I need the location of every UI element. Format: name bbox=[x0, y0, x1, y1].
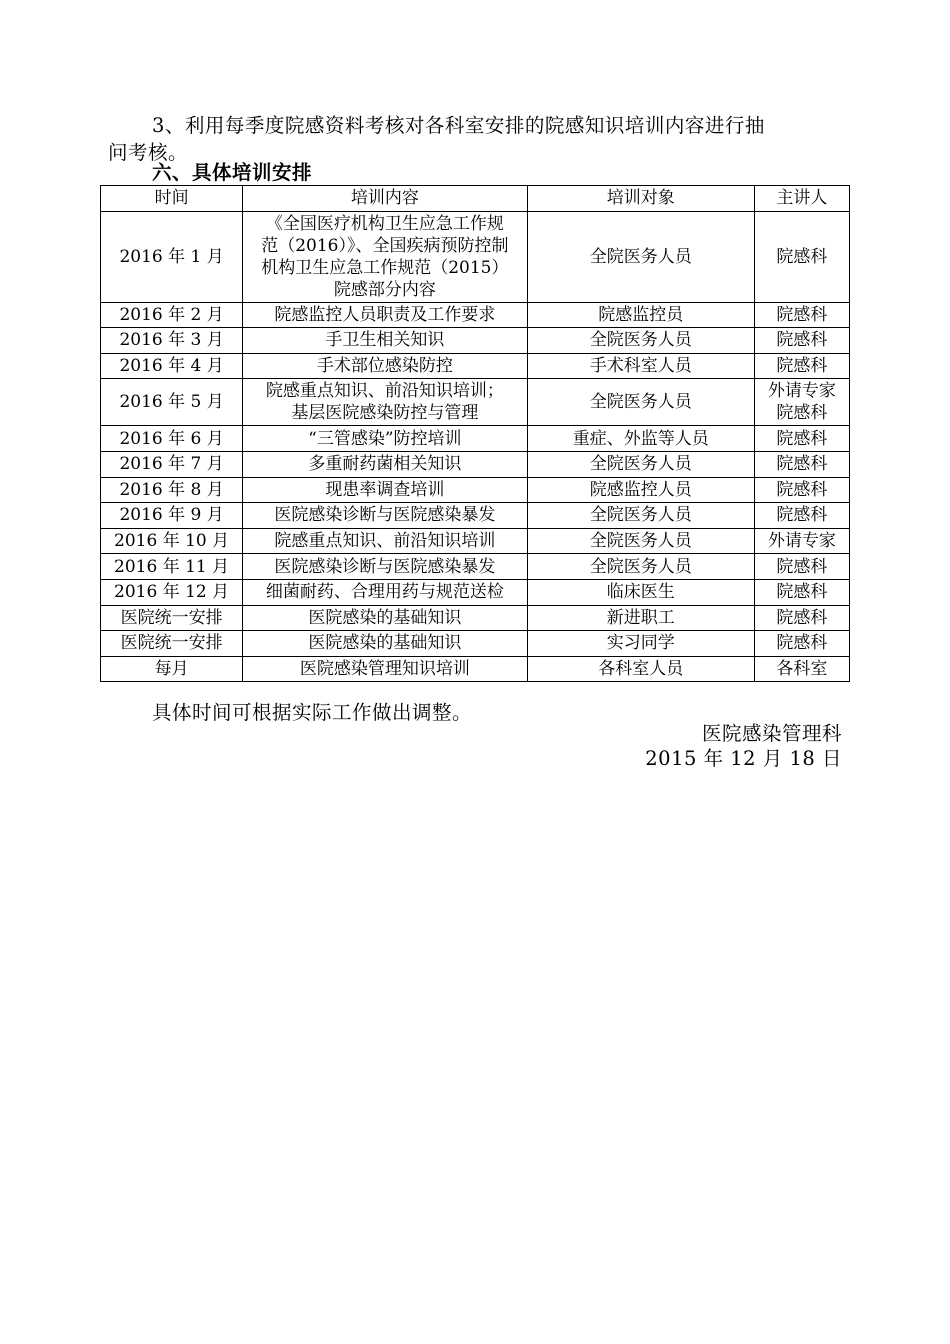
cell-speaker bbox=[754, 605, 849, 631]
cell-speaker-line: 外请专家 bbox=[767, 381, 836, 402]
cell-speaker bbox=[754, 353, 849, 379]
cell-content bbox=[243, 477, 527, 503]
cell-target: 全院医务人员 bbox=[527, 379, 754, 426]
cell-content bbox=[243, 353, 527, 379]
table-row bbox=[101, 426, 850, 452]
cell-time: 2016 年 1 月 bbox=[101, 211, 243, 302]
cell-target: 重症、外监等人员 bbox=[527, 426, 754, 452]
table-row bbox=[101, 579, 850, 605]
table-row bbox=[101, 554, 850, 580]
cell-content-line: 范（2016）》、全国疾病预防控制 bbox=[261, 235, 509, 256]
cell-content-line: 院感部分内容 bbox=[333, 279, 436, 300]
cell-speaker-line: 院感科 bbox=[776, 454, 828, 475]
cell-speaker-line: 外请专家 bbox=[767, 531, 836, 552]
cell-time: 医院统一安排 bbox=[101, 605, 243, 631]
cell-content-line: 细菌耐药、合理用药与规范送检 bbox=[265, 582, 504, 603]
table-row bbox=[101, 503, 850, 529]
cell-speaker bbox=[754, 426, 849, 452]
cell-content bbox=[243, 503, 527, 529]
cell-content-line: 院感重点知识、前沿知识培训 bbox=[274, 531, 496, 552]
cell-time: 2016 年 5 月 bbox=[101, 379, 243, 426]
intro-line-1 bbox=[108, 112, 843, 139]
header-content: 培训内容 bbox=[243, 186, 527, 212]
cell-speaker-line: 院感科 bbox=[776, 607, 828, 628]
table-row bbox=[101, 302, 850, 328]
cell-speaker bbox=[754, 328, 849, 354]
cell-speaker-line: 院感科 bbox=[776, 330, 828, 351]
intro-line-1-text: 3、利用每季度院感资料考核对各科室安排的院感知识培训内容进行抽 bbox=[152, 114, 765, 137]
cell-time: 2016 年 6 月 bbox=[101, 426, 243, 452]
cell-time: 2016 年 8 月 bbox=[101, 477, 243, 503]
table-row bbox=[101, 353, 850, 379]
cell-speaker-line: 院感科 bbox=[776, 403, 828, 424]
cell-time: 2016 年 2 月 bbox=[101, 302, 243, 328]
cell-speaker-line: 院感科 bbox=[776, 556, 828, 577]
cell-content bbox=[243, 656, 527, 682]
cell-target: 全院医务人员 bbox=[527, 554, 754, 580]
intro-line-2: 问考核。 bbox=[108, 141, 189, 164]
cell-target: 全院医务人员 bbox=[527, 503, 754, 529]
cell-content bbox=[243, 379, 527, 426]
header-speaker: 主讲人 bbox=[754, 186, 849, 212]
cell-target: 临床医生 bbox=[527, 579, 754, 605]
cell-speaker bbox=[754, 379, 849, 426]
cell-content-line: 医院感染诊断与医院感染暴发 bbox=[274, 505, 496, 526]
cell-target: 各科室人员 bbox=[527, 656, 754, 682]
cell-time: 医院统一安排 bbox=[101, 631, 243, 657]
table-row bbox=[101, 379, 850, 426]
cell-content-line: 院感监控人员职责及工作要求 bbox=[274, 304, 496, 325]
cell-target: 院感监控人员 bbox=[527, 477, 754, 503]
table-row bbox=[101, 656, 850, 682]
cell-speaker-line: 院感科 bbox=[776, 479, 828, 500]
table-row bbox=[101, 631, 850, 657]
cell-content-line: 多重耐药菌相关知识 bbox=[308, 454, 462, 475]
cell-speaker-line: 院感科 bbox=[776, 582, 828, 603]
header-time: 时间 bbox=[101, 186, 243, 212]
cell-content bbox=[243, 426, 527, 452]
table-row bbox=[101, 528, 850, 554]
cell-target: 全院医务人员 bbox=[527, 211, 754, 302]
cell-speaker-line: 院感科 bbox=[776, 246, 828, 267]
cell-time: 2016 年 12 月 bbox=[101, 579, 243, 605]
adjustment-note: 具体时间可根据实际工作做出调整。 bbox=[152, 701, 473, 724]
cell-content bbox=[243, 302, 527, 328]
cell-speaker bbox=[754, 302, 849, 328]
cell-speaker bbox=[754, 451, 849, 477]
cell-time: 2016 年 11 月 bbox=[101, 554, 243, 580]
table-row bbox=[101, 605, 850, 631]
table-row bbox=[101, 211, 850, 302]
cell-content-line: 手卫生相关知识 bbox=[325, 330, 445, 351]
cell-content bbox=[243, 451, 527, 477]
cell-content bbox=[243, 211, 527, 302]
cell-target: 全院医务人员 bbox=[527, 451, 754, 477]
cell-time: 2016 年 7 月 bbox=[101, 451, 243, 477]
cell-speaker-line: 院感科 bbox=[776, 304, 828, 325]
training-schedule-table bbox=[100, 185, 850, 682]
cell-content-line: 机构卫生应急工作规范（2015） bbox=[261, 257, 509, 278]
cell-target: 实习同学 bbox=[527, 631, 754, 657]
table-row bbox=[101, 451, 850, 477]
cell-content-line: 医院感染诊断与医院感染暴发 bbox=[274, 556, 496, 577]
cell-time: 2016 年 4 月 bbox=[101, 353, 243, 379]
cell-content bbox=[243, 579, 527, 605]
cell-content-line: 院感重点知识、前沿知识培训； bbox=[265, 381, 504, 402]
table-row bbox=[101, 328, 850, 354]
signature-department: 医院感染管理科 bbox=[701, 722, 842, 745]
cell-time: 每月 bbox=[101, 656, 243, 682]
cell-content-line: 手术部位感染防控 bbox=[316, 356, 453, 377]
cell-target: 全院医务人员 bbox=[527, 528, 754, 554]
cell-speaker bbox=[754, 211, 849, 302]
cell-speaker bbox=[754, 631, 849, 657]
cell-speaker-line: 各科室 bbox=[776, 659, 828, 680]
cell-target: 手术科室人员 bbox=[527, 353, 754, 379]
table-body bbox=[101, 211, 850, 682]
cell-speaker bbox=[754, 579, 849, 605]
cell-speaker bbox=[754, 656, 849, 682]
cell-content-line: 基层医院感染防控与管理 bbox=[291, 403, 479, 424]
cell-time: 2016 年 10 月 bbox=[101, 528, 243, 554]
cell-time: 2016 年 9 月 bbox=[101, 503, 243, 529]
cell-speaker-line: 院感科 bbox=[776, 356, 828, 377]
cell-content-line: “三管感染”防控培训 bbox=[308, 428, 462, 449]
cell-speaker bbox=[754, 554, 849, 580]
cell-time: 2016 年 3 月 bbox=[101, 328, 243, 354]
cell-target: 院感监控员 bbox=[527, 302, 754, 328]
cell-content bbox=[243, 605, 527, 631]
header-target: 培训对象 bbox=[527, 186, 754, 212]
cell-content-line: 医院感染的基础知识 bbox=[308, 607, 462, 628]
cell-speaker bbox=[754, 528, 849, 554]
cell-content-line: 医院感染的基础知识 bbox=[308, 633, 462, 654]
intro-paragraph bbox=[108, 112, 843, 166]
cell-content-line: 医院感染管理知识培训 bbox=[299, 659, 470, 680]
signature-date: 2015 年 12 月 18 日 bbox=[645, 747, 842, 770]
cell-speaker-line: 院感科 bbox=[776, 505, 828, 526]
section-heading: 六、具体培训安排 bbox=[152, 161, 313, 184]
cell-speaker bbox=[754, 477, 849, 503]
cell-content bbox=[243, 328, 527, 354]
cell-content-line: 现患率调查培训 bbox=[325, 479, 445, 500]
cell-speaker bbox=[754, 503, 849, 529]
cell-content bbox=[243, 528, 527, 554]
table-header-row bbox=[101, 186, 850, 212]
cell-content bbox=[243, 554, 527, 580]
cell-content-line: 《全国医疗机构卫生应急工作规 bbox=[265, 213, 504, 234]
cell-target: 新进职工 bbox=[527, 605, 754, 631]
cell-content bbox=[243, 631, 527, 657]
cell-speaker-line: 院感科 bbox=[776, 428, 828, 449]
table-header bbox=[101, 186, 850, 212]
cell-speaker-line: 院感科 bbox=[776, 633, 828, 654]
cell-target: 全院医务人员 bbox=[527, 328, 754, 354]
table-row bbox=[101, 477, 850, 503]
